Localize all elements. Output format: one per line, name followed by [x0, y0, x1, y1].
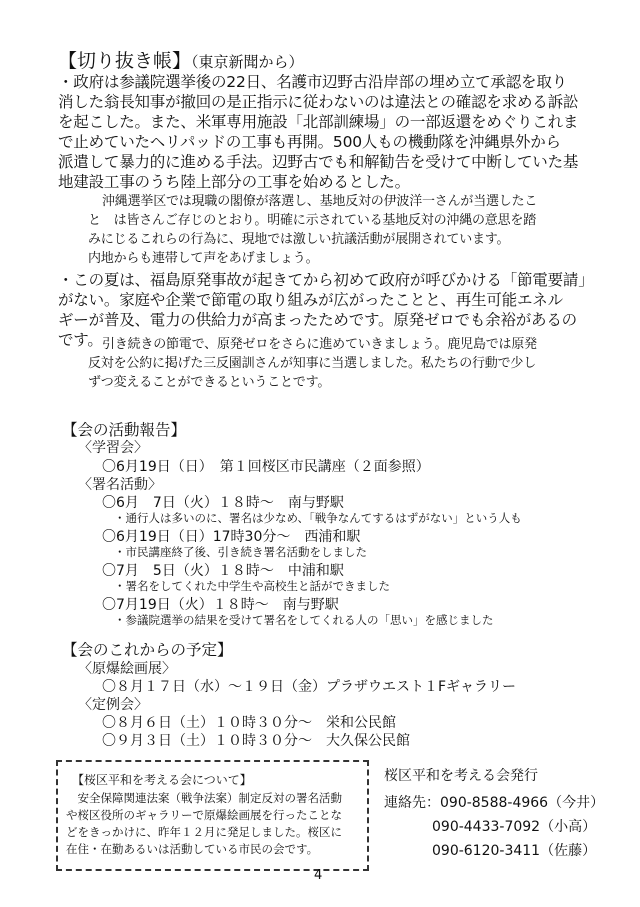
- text-line: 引き続きの節電で、原発ゼロをさらに進めていきましょう。鹿児島では原発: [102, 337, 537, 352]
- text-line: で止めていたヘリパッドの工事も再開。500人もの機動隊を沖縄県外から: [58, 133, 561, 151]
- text-line: を起こした。また、米軍専用施設「北部訓練場」の一部返還をめぐりこれま: [58, 113, 579, 131]
- clip-heading-text: 【切り抜き帳】: [58, 50, 192, 72]
- phone-2: 090-4433-7092（小高）: [432, 819, 597, 835]
- meeting-item: 〇９月３日（土）１０時３０分～ 大久保公民館: [102, 733, 410, 749]
- signature-item: 〇7月19日（火）１８時～ 南与野駅: [102, 597, 339, 613]
- phone-3: 090-6120-3411（佐藤）: [432, 843, 597, 859]
- publisher-name: 桜区平和を考える会発行: [384, 768, 538, 784]
- signature-note: ・市民講座終了後、引き続き署名活動をしました: [114, 545, 367, 559]
- about-text: [66, 790, 342, 858]
- schedule-heading: 【会のこれからの予定】: [62, 641, 233, 659]
- text-line: どをきっかけに、昨年１２月に発足しました。桜区に: [66, 825, 342, 839]
- signature-item: 〇6月19日（日）17時30分～ 西浦和駅: [102, 529, 361, 545]
- exhibit-label: 〈原爆絵画展〉: [78, 661, 176, 677]
- meeting-label: 〈定例会〉: [78, 697, 148, 713]
- clip-comment-1: [88, 192, 537, 268]
- clip-comment-2: [88, 335, 537, 392]
- text-line: みにじるこれらの行為に、現地では激しい抗議活動が展開されています。: [88, 232, 510, 247]
- text-line: ・政府は参議院選挙後の22日、名護市辺野古沿岸部の埋め立て承認を取り: [58, 73, 567, 91]
- meeting-item: 〇８月６日（土）１０時３０分～ 栄和公民館: [102, 715, 396, 731]
- contact-label: 連絡先：: [384, 795, 440, 811]
- text-line: と は皆さんご存じのとおり。明確に示されている基地反対の沖縄の意思を踏: [88, 213, 537, 228]
- text-line: 反対を公約に掲げた三反園訓さんが知事に当選しました。私たちの行動で少し: [88, 356, 537, 371]
- signature-label: 〈署名活動〉: [78, 477, 162, 493]
- text-line: ギーが普及、電力の供給力が高まったためです。原発ゼロでも余裕があるの: [58, 311, 577, 329]
- signature-item: 〇7月 5日（火）１８時～ 中浦和駅: [102, 563, 344, 579]
- text-line: ・この夏は、福島原発事故が起きてから初めて政府が呼びかける「節電要請」: [58, 271, 594, 289]
- clip-heading: [58, 46, 304, 73]
- signature-item: 〇6月 7日（火）１８時～ 南与野駅: [102, 495, 344, 511]
- text-line: 在住・在勤あるいは活動している市民の会です。: [66, 842, 319, 856]
- text-line: 地建設工事のうち陸上部分の工事を始めるとした。: [58, 173, 410, 191]
- exhibit-item: 〇８月１７日（水）～１９日（金）プラザウエスト１Fギャラリー: [102, 679, 517, 695]
- signature-note: ・署名をしてくれた中学生や高校生と話ができました: [114, 579, 390, 593]
- clip-paragraph-1: [58, 72, 578, 192]
- signature-note: ・参議院選挙の結果を受けて署名をしてくれる人の「思い」を感じました: [114, 613, 494, 627]
- page-number: 4: [314, 868, 323, 883]
- text-line: 安全保障関連法案（戦争法案）制定反対の署名活動: [66, 791, 342, 805]
- text-line: です。: [58, 331, 103, 349]
- text-line: 内地からも連帯して声をあげましょう。: [88, 251, 319, 266]
- text-line: ずつ変えることができるということです。: [88, 375, 331, 390]
- study-label: 〈学習会〉: [78, 440, 148, 456]
- study-item: 〇6月19日（日） 第１回桜区市民講座（２面参照）: [102, 459, 430, 475]
- text-line: や桜区役所のギャラリーで原爆絵画展を行ったことな: [66, 808, 342, 822]
- text-line: 派遣して暴力的に進める手法。辺野古でも和解勧告を受けて中断していた基: [58, 153, 579, 171]
- report-heading: 【会の活動報告】: [62, 421, 187, 439]
- phone-1: 090-8588-4966（今井）: [440, 795, 605, 811]
- text-line: 消した翁長知事が撤回の是正指示に従わないのは違法との確認を求める訴訟: [58, 93, 579, 111]
- clip-source: （東京新聞から）: [191, 53, 304, 71]
- text-line: がない。家庭や企業で節電の取り組みが広がったことと、再生可能エネル: [58, 291, 563, 309]
- about-title: 【桜区平和を考える会について】: [72, 773, 252, 787]
- text-line: 沖縄選挙区では現職の閣僚が落選し、基地反対の伊波洋一さんが当選したこ: [102, 194, 538, 209]
- signature-note: ・通行人は多いのに、署名は少なめ、「戦争なんてするはずがない」という人も: [114, 511, 522, 525]
